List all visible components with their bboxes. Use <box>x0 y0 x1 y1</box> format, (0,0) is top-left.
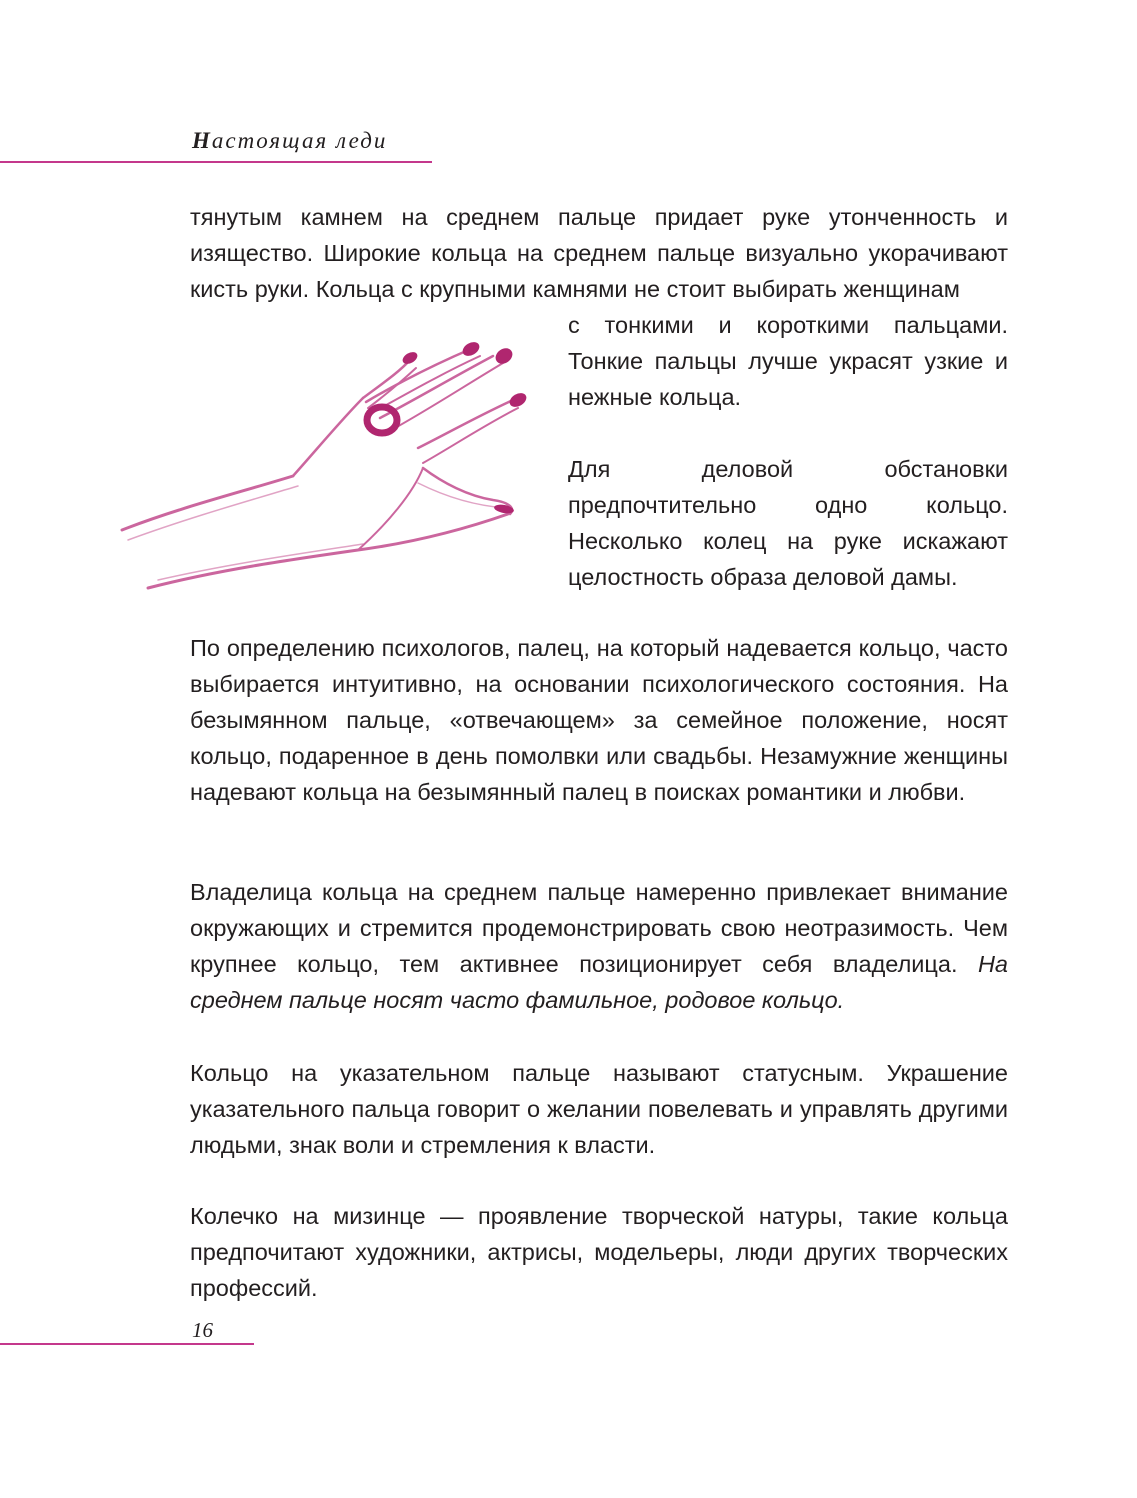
paragraph-5: Колечко на мизинце — проявление творческой натуры, такие кольца предпочитают художники, актрисы, модельеры, люди других творческих профессий. <box>190 1203 1008 1301</box>
hand-with-ring-illustration <box>118 318 548 596</box>
header-title: астоящая леди <box>211 128 388 153</box>
paragraph-3 <box>190 874 1008 1018</box>
header-initial: Н <box>192 128 212 153</box>
paragraph-4: Кольцо на указательном пальце называют статусным. Украшение указательного пальца говорит о желании повелевать и управлять другими людьми, знак воли и стремления к власти. <box>190 1060 1008 1158</box>
paragraph-2: По определению психологов, палец, на который надевается кольцо, часто выбирается интуитивно, на основании психологического состояния. На безымянном пальце, «отвечающем» за семейное положение, носят кольцо, подаренное в день помолвки или свадьбы. Незамужние женщины надевают кольца на безымянный палец в поисках романтики и любви. <box>190 635 1008 805</box>
paragraph-right-1: с тонкими и короткими пальцами. Тонкие пальцы лучше украсят узкие и нежные кольца. <box>568 312 1008 410</box>
paragraph-right-2: Для деловой обстановки предпочтительно одно кольцо. Несколько колец на руке искажают целостность образа деловой дамы. <box>568 456 1008 590</box>
page-number: 16 <box>192 1318 213 1342</box>
running-header <box>192 128 387 154</box>
paragraph-3-italic: На среднем пальце носят часто фамильное, родовое кольцо. <box>190 951 1008 1013</box>
header-rule <box>0 161 432 163</box>
paragraph-3-main: Владелица кольца на среднем пальце намеренно привлекает внимание окружающих и стремится продемонстрировать свою неотразимость. Чем крупнее кольцо, тем активнее позиционирует себя владелица. <box>190 879 1008 977</box>
paragraph-top: тянутым камнем на среднем пальце придает руке утонченность и изящество. Широкие кольца на среднем пальце визуально укорачивают кисть руки. Кольца с крупными камнями не стоит выбирать женщинам <box>190 204 1008 302</box>
footer-rule <box>0 1343 254 1345</box>
